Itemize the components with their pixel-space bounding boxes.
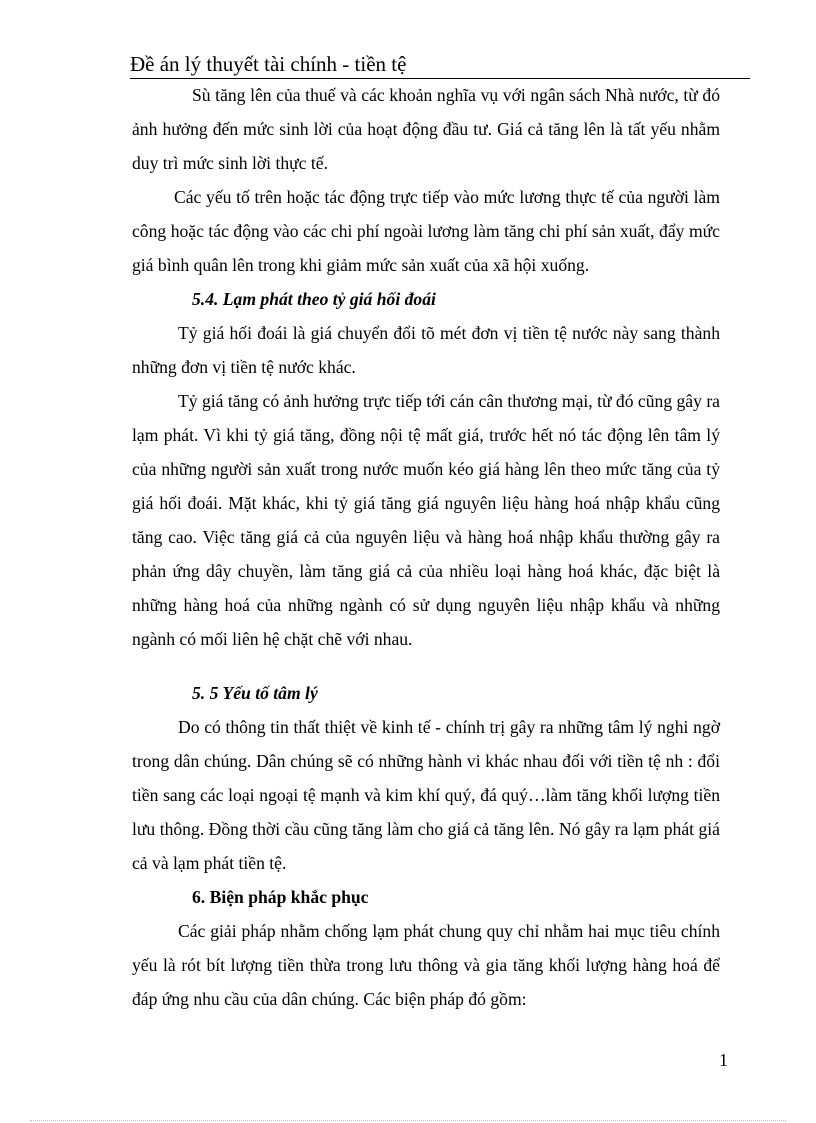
paragraph-psychology: Do có thông tin thất thiệt về kinh tế - chính trị gây ra những tâm lý nghi ngờ trong dân chúng. Dân chúng sẽ có những hành vi khác nhau đối với tiền tệ nh : đổi tiền sang các loại ngoại tệ mạnh và kim khí quý, đá quý…làm tăng khối lượng tiền lưu thông. Đồng thời cầu cũng tăng làm cho giá cả tăng lên. Nó gây ra lạm phát giá cả và lạm phát tiền tệ.	[132, 717, 720, 873]
document-body	[132, 78, 720, 1016]
page-number: 1	[719, 1050, 728, 1070]
paragraph-exchange-rate-definition: Tỷ giá hối đoái là giá chuyển đổi tõ mét đơn vị tiền tệ nước này sang thành những đơn vị tiền tệ nước khác.	[132, 323, 720, 377]
paragraph-cost-factors: Các yếu tố trên hoặc tác động trực tiếp vào mức lương thực tế của người làm công hoặc tác động vào các chi phí ngoài lương làm tăng chi phí sản xuất, đẩy mức giá bình quân lên trong khi giảm mức sản xuất của xã hội xuống.	[132, 187, 720, 275]
footer-divider	[30, 1120, 786, 1121]
paragraph-exchange-rate-effects: Tỷ giá tăng có ảnh hưởng trực tiếp tới cán cân thương mại, từ đó cũng gây ra lạm phát. Vì khi tỷ giá tăng, đồng nội tệ mất giá, trước hết nó tác động lên tâm lý của những người sản xuất trong nước muốn kéo giá hàng lên theo mức tăng của tỷ giá hối đoái. Mặt khác, khi tỷ giá tăng giá nguyên liệu hàng hoá nhập khẩu cũng tăng cao. Việc tăng giá cả của nguyên liệu và hàng hoá nhập khẩu thường gây ra phản ứng dây chuyền, làm tăng giá cả của nhiều loại hàng hoá khác, đặc biệt là những hàng hoá của những ngành có sử dụng nguyên liệu nhập khẩu và những ngành có mối liên hệ chặt chẽ với nhau.	[132, 391, 720, 649]
section-heading-6: 6. Biện pháp khắc phục	[192, 887, 369, 907]
paragraph-tax-increase: Sù tăng lên của thuế và các khoản nghĩa vụ với ngân sách Nhà nước, từ đó ảnh hưởng đến mức sinh lời của hoạt động đầu tư. Giá cả tăng lên là tất yếu nhằm duy trì mức sinh lời thực tế.	[132, 85, 720, 173]
section-heading-5-4: 5.4. Lạm phát theo tỷ giá hối đoái	[192, 289, 436, 309]
section-heading-5-5: 5. 5 Yếu tố tâm lý	[192, 683, 318, 703]
page-header-title: Đề án lý thuyết tài chính - tiền tệ	[130, 50, 750, 79]
paragraph-remedies: Các giải pháp nhằm chống lạm phát chung quy chỉ nhằm hai mục tiêu chính yếu là rót bít lượng tiền thừa trong lưu thông và gia tăng khối lượng hàng hoá để đáp ứng nhu cầu của dân chúng. Các biện pháp đó gồm:	[132, 921, 720, 1009]
